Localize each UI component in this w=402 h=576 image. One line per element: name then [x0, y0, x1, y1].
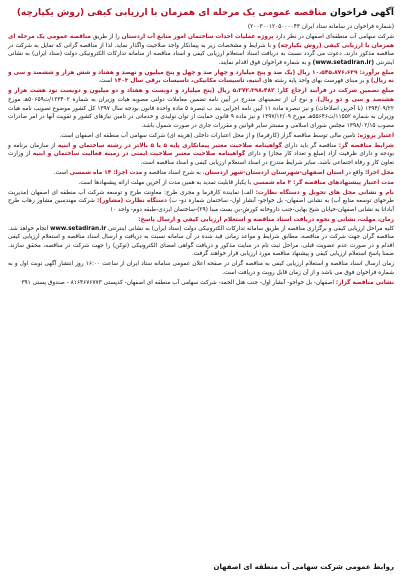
estimate-text-4: است. [98, 78, 115, 85]
documents-label: زمان، مهلت، نشانی و نحوه دریافت اسناد مناقصه و استعلام ارزیابی کیفی و ارسال پاسخ: [138, 216, 394, 223]
safety-certificate: گواهینامه صلاحیت معتبر صلاحیت ایمنی در زمینه فعالیت ساختمان و ابنیه [32, 151, 246, 158]
notice-footer [8, 563, 394, 571]
location-value: استان اصفهان-شهرستان اردستان-شهر اردستان [204, 169, 344, 176]
project-name: پروژه عملیات احداث ساختمان امور منابع آب اردستان [121, 33, 274, 40]
opening-paragraph [8, 260, 394, 277]
setad-url[interactable]: (www.setadiran.ir) [312, 59, 375, 66]
contact-paragraph [8, 279, 394, 288]
intro-paragraph [8, 33, 394, 67]
intro-text-1: شرکت سهامی آب منطقه‌ای اصفهان در نظر دارد [273, 33, 394, 40]
guarantee-text-2: ، و نوع آن از تضمینهای مندرج در آیین نامه تضمین معاملات دولتی مصوبه هیات وزیران به شماره ۱۲۳۴۰۲/ت۵۰۶۵۹هـ مورخ ۱۳۹۴/۰۹/۲۲ (با آخرین اصلاحات) و نیز تبصره ماده ۱۱ آیین نامه اجرایی بند ب تبصره ۵ ماده واحده قانون بودجه سال ۱۳۹۷ کل کشور موضوع تصویب نامه هیات وزیران به شماره ۱۱۵۵۲/ت۵۵۶۴۶هـ مورخ ۱۳۹۷/۱۲/۰۹ و نیز ماده ۹ قانون حمایت از توان تولیدی و خدماتی در تامین نیازهای کشور و تقویت آنها در امر صادرات مصوب ۱۳۹۸/۰۲/۱۵ مجلس شورای اسلامی و مستتر سایر قوانین و مقررات جاری در صورت شمول باشد. [8, 96, 394, 129]
validity-paragraph [8, 179, 394, 188]
notice-title [8, 7, 394, 20]
intro-text-7: و به شماره فراخوان فوق اقدام نمایند. [218, 59, 313, 66]
contact-text: اصفهان- بل خواجو- آبشار اول- جنب هتل الحمد- شرکت سهامی آب منطقه ای اصفهان- کدپستی ۸۱۶۴۶۷۶۷۷۳ - صندوق پستی ۳۹۱ [21, 279, 336, 286]
location-label: محل اجرا: [364, 169, 394, 176]
duration-value: مدت اجرا: ۱۴ ماه شمسی [69, 169, 143, 176]
footer-signature: روابط عمومی شرکت سهامی آب منطقه ای اصفهان [213, 563, 394, 571]
validity-text-2: با یکبار قابلیت تمدید به همین مدت از آخرین مهلت ارائه پیشنهادها است. [78, 179, 254, 186]
funding-paragraph [8, 132, 394, 141]
estimate-amount: ۱۰،۵۴۵،۸۷۶،۶۳۹ ریال (یک صد و پنج میلیارد و چهار صد و چهل و پنج میلیون و نهصد و هفتاد و شش هزار و ششصد و سی و نه ریال) [8, 69, 394, 85]
notice-title-prefix: آگهی فراخوان [330, 8, 394, 18]
intro-text-3: را از طریق [91, 33, 122, 40]
location-text-5: است. [53, 169, 70, 176]
location-text-3: ، به شرح اسناد مناقصه و [142, 169, 205, 176]
estimate-disciplines: ابنیه، تاسیسات مکانیکی، تاسیسات برقی سال ۱۴۰۳ [114, 78, 262, 85]
addresses-paragraph [8, 189, 394, 215]
reference-line: (شماره فراخوان در سامانه ستاد ایران ۲۰۰۳۰۰۱۲۰۵۰۰۰۰۴۳) [247, 24, 394, 30]
intro-text-5: و با شرایط و مشخصات زیر به پیمانکار واجد صلاحیت واگذار نماید. لذا از مناقصه گرانی که تمایل به شرکت در مناقصه مذکور دارند، دعوت می گردد نسبت به دریافت اسناد استعلام ارزیابی کیفی و اسناد مناقصه از سامانه تدارکات الکترونیکی دولت (ستاد ایران) به نشانی اینترنتی [8, 42, 394, 66]
estimate-paragraph [8, 69, 394, 86]
estimate-text-2: و بر مبنای فهرست بهای واحد پایه رشته های [261, 78, 371, 85]
addresses-text-3: شرکت مهندسین مشاور رهاب طرح آبادانا به نشانی اصفهان-خیابان شیخ بهایی-جنب داروخانه کورش-بن بست مینا (۲۹)-ساختمان ایزدی-طبقه دوم- واحد ۱۰ [8, 198, 394, 213]
validity-label: مدت اعتبار پیشنهادهای مناقصه گر: [291, 179, 394, 186]
guarantee-paragraph [8, 87, 394, 130]
estimate-label: مبلغ برآورد: [359, 69, 394, 76]
addresses-text-1: الف) نماینده کارفرما و مجری طرح: معاونت طرح و توسعه شرکت آب منطقه ای اصفهان (مدیریت طرحهای توسعه منابع آب) به نشانی اصفهان- بل خواجو- آبشار اول- ساختمان شماره دو- ب) [8, 189, 395, 205]
guarantee-label: مبلغ تضمین شرکت در فرآیند ارجاع کار: [277, 88, 394, 95]
tender-type: مناقصه عمومی یک مرحله ای همزمان با ارزیابی کیفی (روش یکپارچه) [8, 33, 395, 49]
eligibility-text-1: مناقصه گر باید دارای [281, 142, 339, 149]
contact-label: نشانی مناقصه گزار: [335, 279, 394, 286]
setad-url-2[interactable]: www.setadiran.ir [50, 225, 107, 232]
opening-text: زمان ارسال اسناد مناقصه و استعلام ارزیابی کیفی به مناقصه گران در صفحه اعلان عمومی سامانه ستاد ایران از ساعت ۱۶:۰۰ روز انتشار آگهی نوبت اول و به شماره فراخوان فوق می باشد و از آن زمان قابل رویت و دریافت است. [8, 261, 394, 276]
validity-value: ۳ ماه شمسی [253, 179, 292, 186]
documents-text-3: انجام خواهد شد. مناقصه گران جهت شرکت در مناقصه، مطابق شرایط و مواعد زمانی قید شده در آن سامانه نسبت به دریافت و ارسال اسناد مناقصه و استعلام ارزیابی کیفی اقدام و در صورت عدم عضویت قبلی، مراحل ثبت نام در سایت مذکور و دریافت گواهی امضای الکترونیکی (توکن) را جهت شرکت در مناقصه، محقق سازند. ضمنا پاسخ استعلام ارزیابی کیفی و پیشنهاد مناقصه مورد ارزیابی قرار خواهند گرفت. [8, 225, 394, 258]
addresses-label: نام و نشانی محل های تحویل و دستگاه نظارت: [255, 189, 394, 196]
documents-text-1: کلیه مراحل ارزیابی کیفی و برگزاری مناقصه از طریق سامانه تدارکات الکترونیکی دولت (ستاد ایران) به نشانی اینترنتی [106, 225, 394, 232]
funding-text: تامین مالی توسط مناقصه گزار (کارفرما) و از محل اعتبارات داخلی (هزینه ای) شرکت سهامی آب منطقه ای اصفهان است. [59, 132, 358, 139]
eligibility-text-3: از سازمان برنامه و بودجه و دارای ظرفیت آزاد (مبلغ و تعداد کار مجاز) و دارای [8, 142, 395, 158]
eligibility-label: شرایط مناقصه گر: [338, 142, 394, 149]
eligibility-paragraph [8, 142, 394, 168]
location-paragraph [8, 169, 394, 178]
guarantee-amount: ۵،۲۷۲،۳۹۸،۴۸۲ ریال (پنج میلیارد و دویست و هفتاد و دو میلیون و دویست نود هشت هزار و هشتصد و سی و دو ریال) [8, 88, 394, 103]
location-text-1: واقع در [343, 169, 365, 176]
contractor-certificate: گواهینامه صلاحیت معتبر پیمانکاری پایه ۵ یا ۵ بالاتر در رشته ساختمان و ابنیه [57, 142, 282, 149]
funding-label: اعتبار پروژه: [357, 132, 394, 139]
supervisor-label: دستگاه نظارت (مشاور): [96, 198, 167, 205]
notice-title-main: مناقصه عمومی یک مرحله ای همزمان با ارزیابی کیفی (روش یکپارچه) [16, 8, 327, 18]
documents-paragraph [8, 216, 394, 259]
eligibility-text-5: از وزارت تعاون کار و رفاه اجتماعی باشد. سایر شرایط مندرج در اسناد استعلام ارزیابی کیفی و اسناد مناقصه است. [8, 151, 394, 166]
